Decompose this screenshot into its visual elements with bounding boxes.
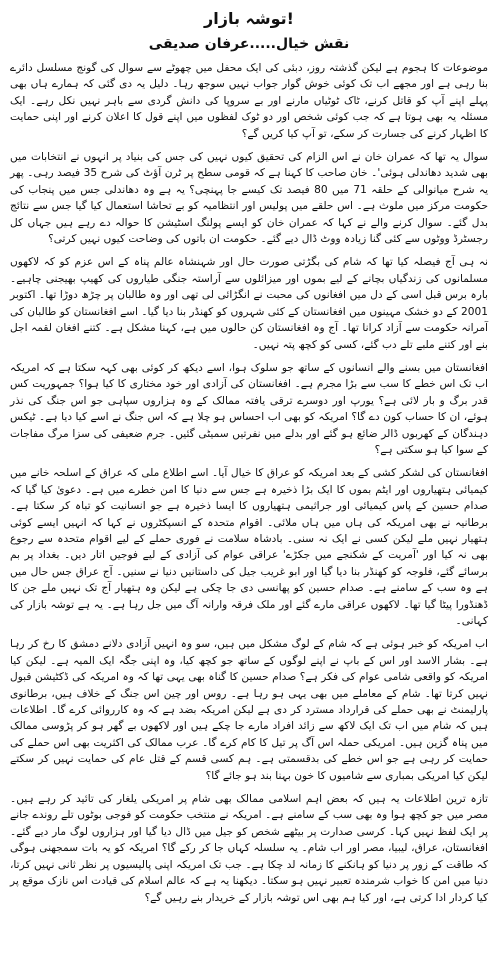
article-paragraph: افغانستان کی لشکر کشی کے بعد امریکہ کو عراق کا خیال آیا۔ اسے اطلاع ملی کہ عراق کے اسلحہ خانے میں کیمیائی ہتھیاروں اور ایٹم بموں کا ایک بڑا ذخیرہ ہے جس سے دنیا کا امن خطرے میں ہے۔ دعویٰ کیا گیا کہ صدام حسین کے پاس کیمیائی اور جراثیمی ہتھیاروں کا ایسا ذخیرہ ہے جو انسانیت کو تباہ کر سکتا ہے۔ برطانیہ نے بھی امریکہ کی ہاں میں ہاں ملائی۔ اقوام متحدہ کے انسپکٹروں نے کہا کہ انہیں ایسے کوئی ہتھیار نہیں ملے لیکن کسی نے ایک نہ سنی۔ بادشاہ سلامت نے فوری حملے کے لیے اقوام متحدہ سے رجوع بھی نہ کیا اور 'آمریت کے شکنجے میں جکڑے' عراقی عوام کی آزادی کے لیے فوجیں اتار دیں۔ بغداد پر بم برسائے گئے، فلوجہ کو کھنڈر بنا دیا گیا اور ابو غریب جیل کی داستانیں دنیا نے سنیں۔ آج عراق جس حال میں ہے وہ سب کے سامنے ہے۔ صدام حسین کو پھانسی دی جا چکی ہے لیکن وہ ہتھیار آج تک نہیں ملے جن کا ڈھنڈورا پیٹا گیا تھا۔ لاکھوں عراقی مارے گئے اور ملک فرقہ وارانہ آگ میں جل رہا ہے۔ یہ ہے توشہ بازار کی کہانی۔ — [10, 467, 488, 627]
article-paragraph: افغانستان میں بسنے والے انسانوں کے ساتھ جو سلوک ہوا، اسے دیکھ کر کوئی بھی کہہ سکتا ہے کہ امریکہ اب تک اس خطے کا سب سے بڑا مجرم ہے۔ افغانستان کی آزادی اور خود مختاری کا کیا ہوا؟ جمہوریت کس قدر برگ و بار لائی ہے؟ یورپ اور دوسرے ترقی یافتہ ممالک کے وہ ہزاروں سپاہی جو اس جنگ کی نذر ہوئے، ان کا حساب کون دے گا؟ امریکہ کو بھی اب احساس ہو چلا ہے کہ اس جنگ نے اسے کیا دیا ہے۔ ٹیکس دہندگان کے کھربوں ڈالر ضائع ہو گئے اور بدلے میں نفرتیں سمیٹی گئیں۔ جرم ضعیفی کی سزا مرگ مفاجات کے سوا کیا ہو سکتی ہے؟ — [10, 361, 488, 456]
column-title: توشہ بازار! — [204, 9, 294, 28]
article-paragraph: موضوعات کا ہجوم ہے لیکن گذشتہ روز، دبئی کی ایک محفل میں چھوٹے سے سوال کی گونج مسلسل دائرے بنا رہی ہے اور مجھے اب تک کوئی خوش گوار جواب نہیں سوجھ رہا۔ دلیل یہ دی گئی کہ ہمارے ہاں بھی پہلے اپنے آپ کو قاتل کرنے، ٹاک ٹوٹیاں مارنے اور بے سروپا کی دانش گردی سے باہر نہیں نکل رہے۔ ایک مسئلہ یہ بھی ہوتا ہے کہ جب کوئی شخص اور دو ٹوک لفظوں میں اپنے قول کا اعلان کرنے اور اپنی حمایت کا اظہار کرنے کی جسارت کر سکے، تو آپ کیا کریں گے؟ — [10, 62, 488, 140]
article-paragraph: اب امریکہ کو خبر ہوئی ہے کہ شام کے لوگ مشکل میں ہیں، سو وہ انہیں آزادی دلانے دمشق کا رخ کر رہا ہے۔ بشار الاسد اور اس کے باپ نے اپنے لوگوں کے ساتھ جو کچھ کیا، وہ اپنی جگہ ایک المیہ ہے۔ لیکن کیا امریکہ کو واقعی شامی عوام کی فکر ہے؟ صدام حسین کا گناہ بھی یہی تھا کہ وہ امریکہ کی ڈکٹیشن قبول نہیں کرتا تھا۔ شام کے معاملے میں بھی یہی ہو رہا ہے۔ روس اور چین اس جنگ کے خلاف ہیں، برطانوی پارلیمنٹ نے بھی حملے کی قرارداد مسترد کر دی ہے لیکن امریکہ بضد ہے کہ وہ کارروائی کرے گا۔ اطلاعات ہیں کہ شام میں اب تک ایک لاکھ سے زائد افراد مارے جا چکے ہیں اور لاکھوں بے گھر ہو کر پڑوسی ممالک میں پناہ گزین ہیں۔ امریکی حملہ اس آگ پر تیل کا کام کرے گا۔ عرب ممالک کی اکثریت بھی اس حملے کی حمایت کر رہی ہے جو اس خطے کی بدقسمتی ہے۔ ہم کسی قسم کے قتل عام کی حمایت نہیں کر سکتے لیکن کیا امریکی بمباری سے شامیوں کا خون بہنا بند ہو جائے گا؟ — [10, 638, 488, 782]
article-paragraph: نہ ہی آج فیصلہ کیا تھا کہ شام کی بگڑتی صورت حال اور شہنشاہ عالم پناہ کے اس عزم کو کہ لاکھوں مسلمانوں کی زندگیاں بچانے کے لیے بموں اور میزائلوں سے آراستہ جنگی طیاروں کی کھیپ بھیجنی چاہیے۔ بارہ برس قبل اسی کے دل میں افغانوں کی محبت نے انگڑائی لی تھی اور وہ طالبان پر چڑھ دوڑا تھا۔ اکتوبر 2001 کے دو خشک مہینوں میں افغانستان کے کئی شہروں کو کھنڈر بنا دیا گیا۔ اسے افغانستان کو طالبان کی آمرانہ حکومت سے آزاد کرانا تھا۔ آج وہ افغانستان کن حالوں میں ہے، کہنا مشکل ہے۔ کتنے افغان لقمہ اجل بنے اور کتنے ملبے تلے دب گئے، کسی کو کچھ پتہ نہیں۔ — [10, 256, 488, 351]
article-paragraph: تازہ ترین اطلاعات یہ ہیں کہ بعض اہم اسلامی ممالک بھی شام پر امریکی یلغار کی تائید کر رہے ہیں۔ مصر میں جو کچھ ہوا وہ بھی سب کے سامنے ہے۔ امریکہ نے منتخب حکومت کو فوجی بوٹوں تلے روندے جانے پر ایک لفظ نہیں کہا۔ کرسی صدارت پر بیٹھے شخص کو جیل میں ڈال دیا گیا اور ہزاروں لوگ مار دیے گئے۔ افغانستان، عراق، لیبیا، مصر اور اب شام۔ یہ سلسلہ کہاں جا کر رکے گا؟ امریکہ کو یہ بات سمجھنی ہوگی کہ طاقت کے زور پر دنیا کو ہانکنے کا زمانہ لد چکا ہے۔ جب تک امریکہ اپنی پالیسیوں پر نظر ثانی نہیں کرتا، دنیا میں امن کا خواب شرمندہ تعبیر نہیں ہو سکتا۔ دیکھنا یہ ہے کہ عالم اسلام کی قیادت اس نازک موقع پر کیا کردار ادا کرتی ہے، اور کیا ہم بھی اس توشہ بازار کے خریدار بنے رہیں گے؟ — [10, 793, 488, 904]
article-paragraph: سوال یہ تھا کہ عمران خان نے اس الزام کی تحقیق کیوں نہیں کی جس کی بنیاد پر انہوں نے انتخابات میں بھی شدید دھاندلی ہوئی'۔ خان صاحب کا کہنا ہے کہ قومی سطح پر ٹرن آؤٹ کی شرح 35 فیصد رہی۔ پھر یہ شرح میانوالی کے حلقہ 71 میں 80 فیصد تک کیسے جا پہنچی؟ یہ ہے وہ دھاندلی جس میں پنجاب کی حکومت مرکز میں ملوث ہے۔ اس حلقے میں پولیس اور انتظامیہ کو بے تحاشا استعمال کیا گیا جس سے نتائج بدل گئے۔ سوال کرنے والے نے کہا کہ عمران خان کو ایسے پولنگ اسٹیشن کا حوالہ دے رہے ہیں جہاں کل رجسٹرڈ ووٹوں سے کئی گنا زیادہ ووٹ ڈال دیے گئے۔ حکومت ان باتوں کی وضاحت کیوں نہیں کرتی؟ — [10, 151, 489, 246]
article-body — [10, 60, 488, 906]
column-byline: نقش خیال.....عرفان صدیقی — [148, 36, 350, 52]
